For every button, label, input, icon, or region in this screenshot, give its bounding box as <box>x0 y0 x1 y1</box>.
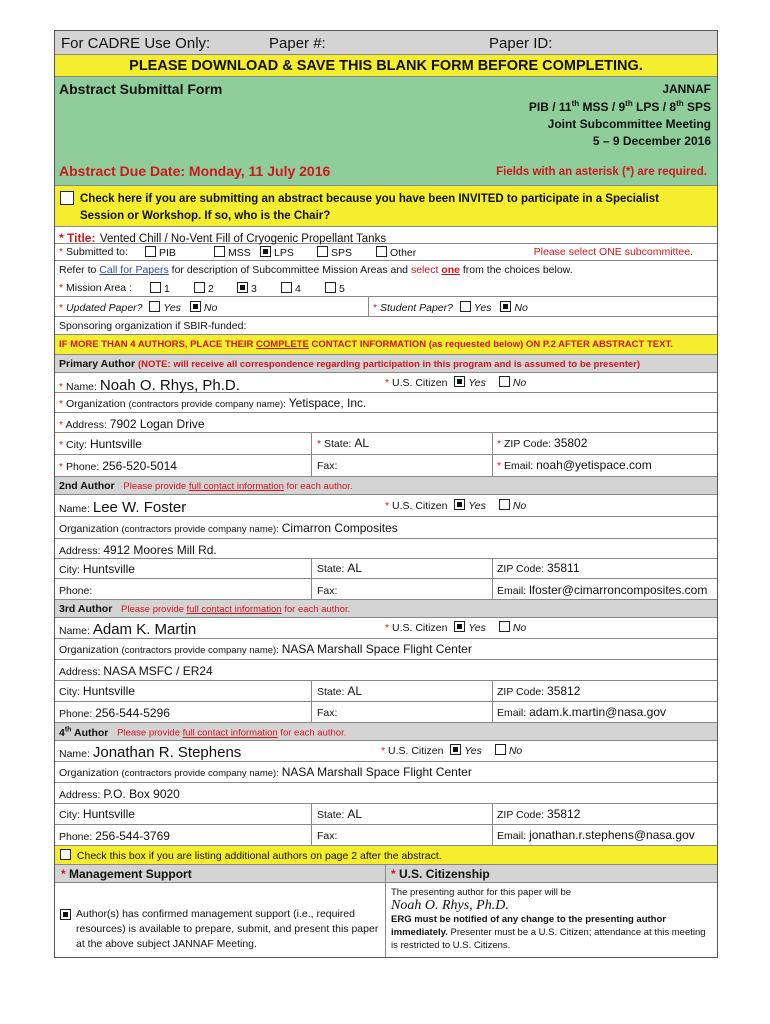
mission-option-5[interactable]: 5 <box>325 282 345 295</box>
meeting-dates: 5 – 9 December 2016 <box>592 134 711 148</box>
management-checkbox[interactable] <box>60 909 71 920</box>
author-3-city-row <box>55 681 717 702</box>
author-3-citizen-no-checkbox[interactable] <box>499 621 510 632</box>
author-4-name-row <box>55 741 717 762</box>
save-banner-text: PLEASE DOWNLOAD & SAVE THIS BLANK FORM BEFORE COMPLETING. <box>129 58 643 74</box>
author-4-org-field[interactable]: Organization (contractors provide company name): NASA Marshall Space Flight Center <box>59 765 472 779</box>
updated-paper-field: * Updated Paper? Yes No <box>59 302 218 314</box>
author-2-city-field[interactable]: City: Huntsville <box>59 562 135 576</box>
mss-checkbox <box>214 246 225 257</box>
author-4-citizen-no-checkbox[interactable] <box>495 744 506 755</box>
author-4-citizen-yes-checkbox[interactable] <box>450 744 461 755</box>
author-2-name-row <box>55 495 717 517</box>
primary-state-field[interactable]: * State: AL <box>317 436 370 450</box>
subcommittee-note: Please select ONE subcommittee. <box>533 246 693 258</box>
author-3-address-row <box>55 660 717 681</box>
primary-email-field[interactable]: * Email: noah@yetispace.com <box>497 458 652 472</box>
save-banner <box>55 55 717 77</box>
form-header <box>55 77 717 186</box>
student-no-checkbox[interactable] <box>500 301 511 312</box>
title-label: Title: <box>67 231 96 245</box>
title-field[interactable]: * Title: Vented Chill / No-Vent Fill of Cryogenic Propellant Tanks <box>59 231 387 245</box>
author-3-address-field[interactable]: Address: NASA MSFC / ER24 <box>59 664 213 678</box>
meeting-line: PIB / 11th MSS / 9th LPS / 8th SPS <box>528 99 711 114</box>
author-2-name-field[interactable]: Name: Lee W. Foster <box>59 499 187 516</box>
submitted-row <box>55 244 717 261</box>
author-3-heading: 3rd Author Please provide full contact information for each author. <box>59 603 351 615</box>
author-2-citizen-yes-checkbox[interactable] <box>454 499 465 510</box>
mission-option-2[interactable]: 2 <box>194 282 214 295</box>
author-4-city-row <box>55 804 717 825</box>
sponsor-row <box>55 317 717 335</box>
primary-author-heading: Primary Author (NOTE: will receive all correspondence regarding participation in this program and is assumed to be presenter) <box>59 358 641 370</box>
title-value: Vented Chill / No-Vent Fill of Cryogenic Propellant Tanks <box>99 233 387 245</box>
primary-author-header <box>55 355 717 373</box>
additional-authors-row <box>55 846 717 865</box>
author-4-phone-row <box>55 825 717 846</box>
additional-authors-checkbox[interactable] <box>60 849 71 860</box>
primary-citizen-field: * U.S. Citizen Yes No <box>385 377 527 389</box>
author-3-fax-field[interactable]: Fax: <box>317 707 338 719</box>
submit-option-mss[interactable]: MSS <box>214 246 251 259</box>
form-title: Abstract Submittal Form <box>59 81 223 97</box>
more-authors-text: IF MORE THAN 4 AUTHORS, PLACE THEIR COMPLETE CONTACT INFORMATION (as requested below) ON P.2 AFTER ABSTRACT TEXT. <box>59 339 673 350</box>
primary-city-row <box>55 433 717 455</box>
primary-org-field[interactable]: * Organization (contractors provide company name): Yetispace, Inc. <box>59 396 367 410</box>
sps-checkbox <box>317 246 328 257</box>
primary-city-field[interactable]: * City: Huntsville <box>59 437 142 451</box>
author-3-phone-row <box>55 702 717 723</box>
primary-name-value: Noah O. Rhys, Ph.D. <box>99 377 240 394</box>
call-for-papers-link[interactable]: Call for Papers <box>99 264 169 276</box>
author-3-citizen-field: * U.S. Citizen Yes No <box>385 622 527 634</box>
invited-text: Check here if you are submitting an abstract because you have been INVITED to participate in a Specialist Session or Workshop. If so, who is the Chair? <box>80 193 660 222</box>
mission-row <box>55 261 717 297</box>
required-note: Fields with an asterisk (*) are required. <box>496 166 707 178</box>
citizenship-heading: * U.S. Citizenship <box>391 867 490 881</box>
author-2-org-field[interactable]: Organization (contractors provide company name): Cimarron Composites <box>59 521 398 535</box>
updated-no-checkbox[interactable] <box>190 301 201 312</box>
submit-option-other[interactable]: Other <box>376 246 416 259</box>
author-3-org-row <box>55 639 717 660</box>
primary-name-field[interactable]: * Name: Noah O. Rhys, Ph.D. <box>59 377 240 394</box>
bottom-content-row <box>55 883 717 957</box>
additional-authors-field: Check this box if you are listing additional authors on page 2 after the abstract. <box>60 849 442 862</box>
submit-option-pib[interactable]: PIB <box>145 246 176 259</box>
submit-option-lps[interactable]: LPS <box>260 246 294 259</box>
author-4-state-field[interactable]: State: AL <box>317 807 363 821</box>
due-date: Abstract Due Date: Monday, 11 July 2016 <box>59 163 331 179</box>
mission-option-3[interactable]: 3 <box>237 282 257 295</box>
student-yes-checkbox[interactable] <box>460 301 471 312</box>
invited-checkbox[interactable] <box>60 191 74 205</box>
author-4-fax-field[interactable]: Fax: <box>317 830 338 842</box>
author-2-email-field[interactable]: Email: lfoster@cimarroncomposites.com <box>497 583 708 597</box>
author-3-state-field[interactable]: State: AL <box>317 684 363 698</box>
meeting-subtitle: Joint Subcommittee Meeting <box>547 117 711 131</box>
presenter-name: Noah O. Rhys, Ph.D. <box>391 898 509 913</box>
author-2-state-field[interactable]: State: AL <box>317 561 363 575</box>
author-4-citizen-field: * U.S. Citizen Yes No <box>381 745 523 757</box>
refer-text: Refer to Call for Papers for description of Subcommittee Mission Areas and select one from the choices below. <box>59 264 573 276</box>
primary-name-row <box>55 373 717 393</box>
author-3-city-field[interactable]: City: Huntsville <box>59 684 135 698</box>
author-2-address-field[interactable]: Address: 4912 Moores Mill Rd. <box>59 543 217 557</box>
lps-checkbox <box>260 246 271 257</box>
student-paper-field: * Student Paper? Yes No <box>373 302 528 314</box>
paper-id-label: Paper ID: <box>489 35 553 52</box>
primary-phone-row <box>55 455 717 477</box>
author-4-header <box>55 723 717 741</box>
author-3-email-field[interactable]: Email: adam.k.martin@nasa.gov <box>497 705 667 719</box>
management-heading: * Management Support <box>61 867 192 881</box>
author-2-fax-field[interactable]: Fax: <box>317 585 338 597</box>
primary-address-row <box>55 413 717 433</box>
primary-org-value: Yetispace, Inc. <box>288 396 367 410</box>
author-3-name-field[interactable]: Name: Adam K. Martin <box>59 621 197 638</box>
mission-option-4[interactable]: 4 <box>281 282 301 295</box>
sponsor-field[interactable]: Sponsoring organization if SBIR-funded: <box>59 320 247 332</box>
author-2-citizen-field: * U.S. Citizen Yes No <box>385 500 527 512</box>
primary-org-row <box>55 393 717 413</box>
org-name: JANNAF <box>662 82 711 96</box>
author-2-heading: 2nd Author Please provide full contact information for each author. <box>59 480 353 492</box>
primary-fax-field[interactable]: Fax: <box>317 460 338 472</box>
mission-option-1[interactable]: 1 <box>150 282 170 295</box>
author-4-org-row <box>55 762 717 783</box>
primary-zip-field[interactable]: * ZIP Code: 35802 <box>497 436 588 450</box>
author-4-heading: 4th Author Please provide full contact information for each author. <box>59 726 347 739</box>
submitted-label: * Submitted to: <box>59 246 128 258</box>
primary-address-value: 7902 Logan Drive <box>109 417 205 431</box>
updated-yes-checkbox[interactable] <box>149 301 160 312</box>
author-3-citizen-yes-checkbox[interactable] <box>454 621 465 632</box>
primary-phone-field[interactable]: * Phone: 256-520-5014 <box>59 459 177 473</box>
author-2-header <box>55 477 717 495</box>
author-2-city-row <box>55 559 717 579</box>
bottom-headers-row <box>55 865 717 883</box>
title-row <box>55 227 717 244</box>
author-2-phone-field[interactable]: Phone: <box>59 585 93 597</box>
paper-type-row <box>55 297 717 317</box>
primary-citizen-no-checkbox[interactable] <box>499 376 510 387</box>
author-4-name-field[interactable]: Name: Jonathan R. Stephens <box>59 744 242 761</box>
author-4-zip-field[interactable]: ZIP Code: 35812 <box>497 807 581 821</box>
author-3-org-field[interactable]: Organization (contractors provide company name): NASA Marshall Space Flight Center <box>59 642 472 656</box>
author-4-address-row <box>55 783 717 804</box>
mission-label: * Mission Area : <box>59 282 132 294</box>
cadre-label: For CADRE Use Only: <box>61 35 211 52</box>
management-text: Author(s) has confirmed management support (i.e., required resources) is available to prepare, submit, and present this paper at the above subject JANNAF Meeting. <box>76 908 379 950</box>
paper-number-label: Paper #: <box>269 35 326 52</box>
author-2-zip-field[interactable]: ZIP Code: 35811 <box>497 561 580 575</box>
author-3-name-row <box>55 618 717 639</box>
author-3-phone-field[interactable]: Phone: 256-544-5296 <box>59 706 170 720</box>
author-2-citizen-no-checkbox[interactable] <box>499 499 510 510</box>
abstract-form <box>54 30 718 958</box>
author-4-address-field[interactable]: Address: P.O. Box 9020 <box>59 787 180 801</box>
invited-row <box>55 186 717 227</box>
author-3-zip-field[interactable]: ZIP Code: 35812 <box>497 684 581 698</box>
author-2-org-row <box>55 517 717 539</box>
cadre-row <box>55 31 717 55</box>
other-checkbox <box>376 246 387 257</box>
author-2-address-row <box>55 539 717 559</box>
author-4-phone-field[interactable]: Phone: 256-544-3769 <box>59 829 170 843</box>
submit-option-sps[interactable]: SPS <box>317 246 352 259</box>
author-3-header <box>55 600 717 618</box>
more-authors-row <box>55 335 717 355</box>
primary-citizen-yes-checkbox[interactable] <box>454 376 465 387</box>
author-2-phone-row <box>55 579 717 600</box>
primary-address-field[interactable]: * Address: 7902 Logan Drive <box>59 417 205 431</box>
author-4-city-field[interactable]: City: Huntsville <box>59 807 135 821</box>
citizenship-text: The presenting author for this paper will be Noah O. Rhys, Ph.D. ERG must be notified of any change to the presenting author immediately. Presenter must be a U.S. Citizen; attendance at this meeting is restricted to U.S. Citizens. <box>391 887 706 951</box>
pib-checkbox <box>145 246 156 257</box>
author-4-email-field[interactable]: Email: jonathan.r.stephens@nasa.gov <box>497 828 695 842</box>
